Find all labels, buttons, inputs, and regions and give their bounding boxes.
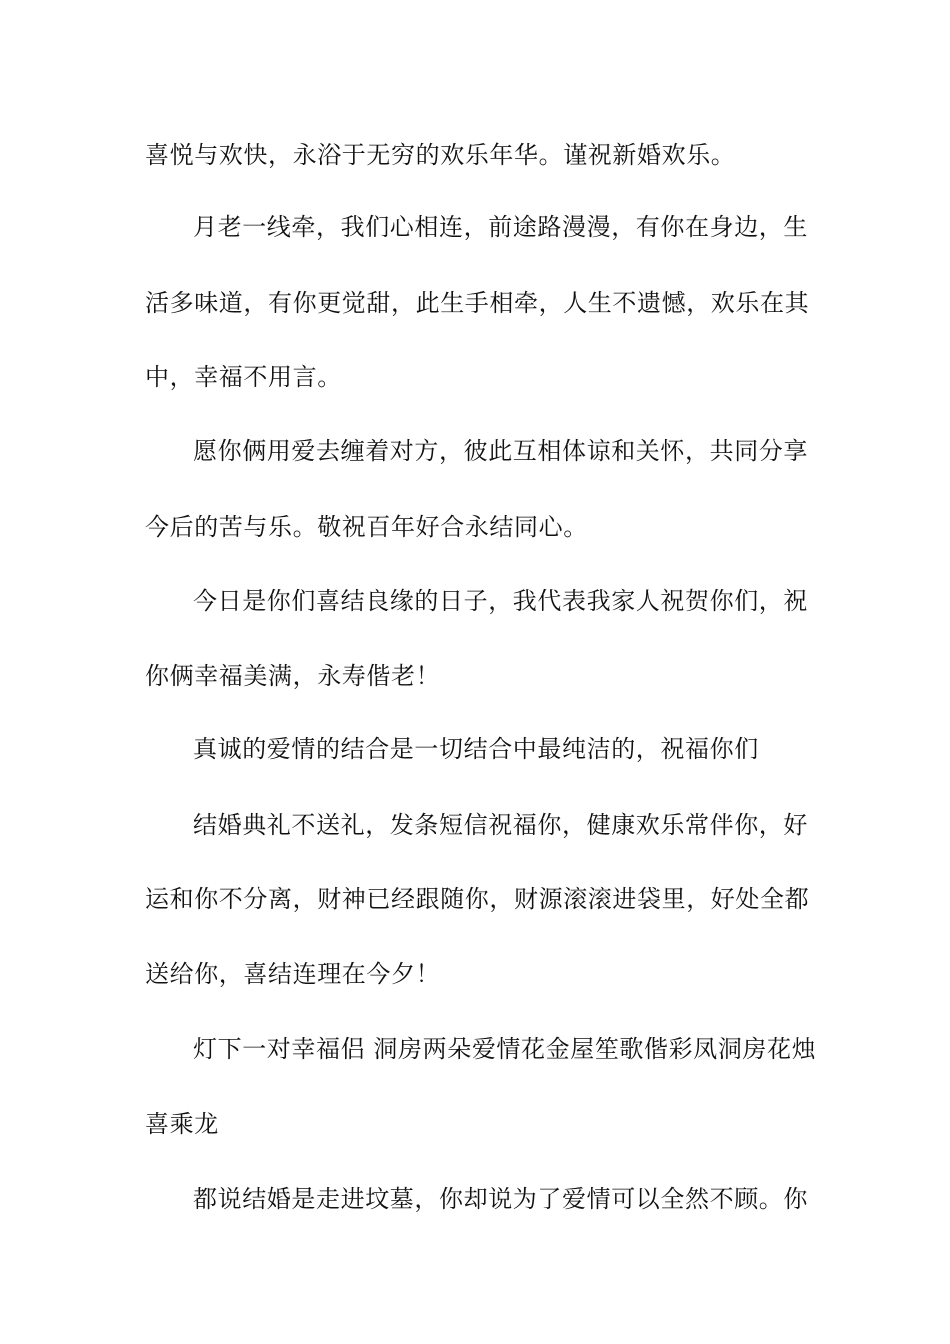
text-line-5: 愿你俩用爱去缠着对方，彼此互相体谅和关怀，共同分享 xyxy=(193,437,808,465)
text-line-4: 中，幸福不用言。 xyxy=(145,363,342,391)
text-line-7: 今日是你们喜结良缘的日子，我代表我家人祝贺你们，祝 xyxy=(193,587,808,615)
text-line-8: 你俩幸福美满，永寿偕老！ xyxy=(145,662,441,690)
text-line-10: 结婚典礼不送礼，发条短信祝福你，健康欢乐常伴你，好 xyxy=(193,811,808,839)
text-line-11: 运和你不分离，财神已经跟随你，财源滚滚进袋里，好处全都 xyxy=(145,885,810,913)
text-line-9: 真诚的爱情的结合是一切结合中最纯洁的，祝福你们 xyxy=(193,735,759,763)
text-line-13: 灯下一对幸福侣 洞房两朵爱情花金屋笙歌偕彩凤洞房花烛 xyxy=(193,1035,817,1063)
text-line-1: 喜悦与欢快，永浴于无穷的欢乐年华。谨祝新婚欢乐。 xyxy=(145,141,736,169)
text-line-12: 送给你，喜结连理在今夕！ xyxy=(145,960,441,988)
text-line-6: 今后的苦与乐。敬祝百年好合永结同心。 xyxy=(145,513,588,541)
text-line-3: 活多味道，有你更觉甜，此生手相牵，人生不遗憾，欢乐在其 xyxy=(145,289,810,317)
text-line-15: 都说结婚是走进坟墓，你却说为了爱情可以全然不顾。你 xyxy=(193,1185,808,1213)
text-line-2: 月老一线牵，我们心相连，前途路漫漫，有你在身边，生 xyxy=(193,213,808,241)
text-line-14: 喜乘龙 xyxy=(145,1110,219,1138)
